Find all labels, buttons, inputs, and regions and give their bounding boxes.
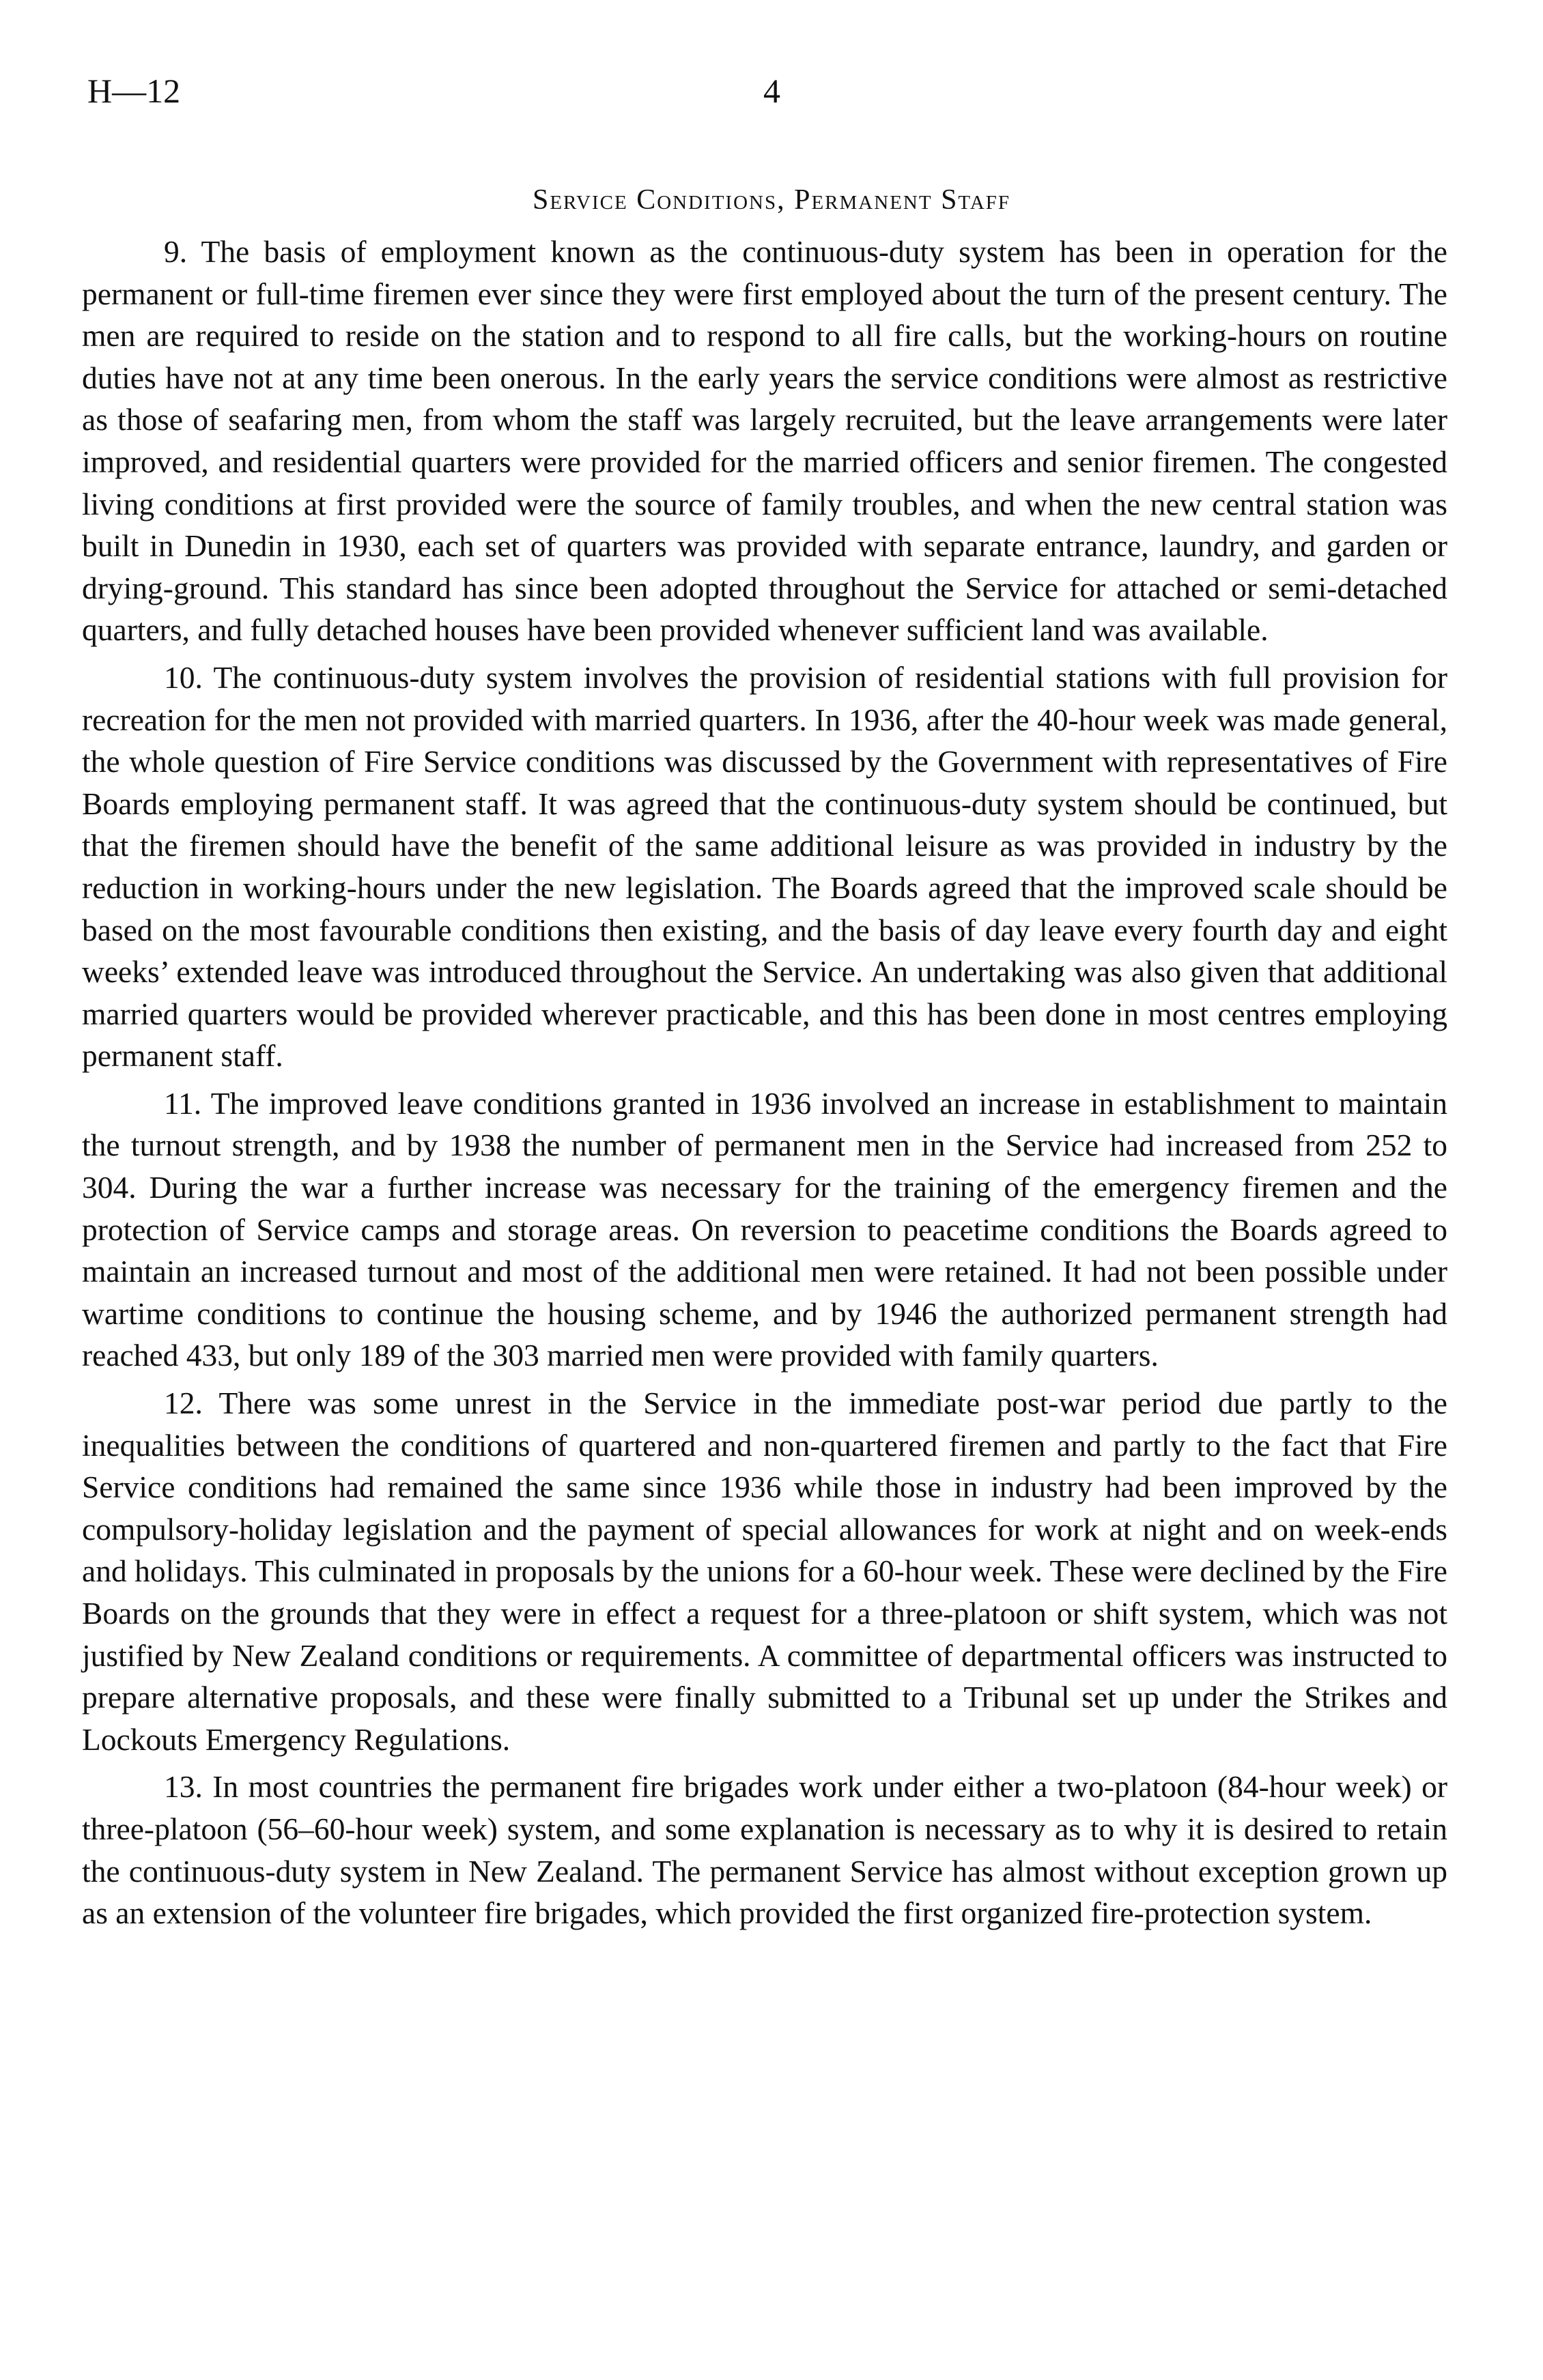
paragraph-13: 13. In most countries the permanent fire brigades work under either a two-platoon (84-hour week) or three-platoon (56–60-hour week) system, and some explanation is necessary as to why it is desired to retain the continuous-duty system in New Zealand. The permanent Service has almost without exception grown up as an extension of the volunteer fire brigades, which provided the first organized fire-protection system. <box>82 1769 1447 1931</box>
page-number: 4 <box>763 72 780 110</box>
section-heading: Service Conditions, Permanent Staff <box>532 184 1011 216</box>
document-reference: H—12 <box>87 72 181 110</box>
paragraph-11: 11. The improved leave conditions granted in 1936 involved an increase in establishment to maintain the turnout strength, and by 1938 the number of permanent men in the Service had increased from 252 to 304. During the war a further increase was necessary for the training of the emergency firemen and the protection of Service camps and storage areas. On reversion to peacetime conditions the Boards agreed to maintain an increased turnout and most of the additional men were retained. It had not been possible under wartime conditions to continue the housing scheme, and by 1946 the authorized permanent strength had reached 433, but only 189 of the 303 married men were provided with family quarters. <box>82 1085 1447 1373</box>
paragraph-10: 10. The continuous-duty system involves the provision of residential stations with full provision for recreation for the men not provided with married quarters. In 1936, after the 40-hour week was made general, the whole question of Fire Service conditions was discussed by the Government with representatives of Fire Boards employing permanent staff. It was agreed that the continuous-duty system should be continued, but that the firemen should have the benefit of the same additional leisure as was provided in industry by the reduction in working-hours under the new legislation. The Boards agreed that the improved scale should be based on the most favourable conditions then existing, and the basis of day leave every fourth day and eight weeks’ extended leave was introduced throughout the Service. An undertaking was also given that additional married quarters would be provided wherever practicable, and this has been done in most centres employing permanent staff. <box>82 659 1447 1074</box>
paragraph-9: 9. The basis of employment known as the continuous-duty system has been in operation for the permanent or full-time firemen ever since they were first employed about the turn of the present century. The men are required to reside on the station and to respond to all fire calls, but the working-hours on routine duties have not at any time been onerous. In the early years the service conditions were almost as restrictive as those of seafaring men, from whom the staff was largely recruited, but the leave arrangements were later improved, and residential quarters were provided for the married officers and senior firemen. The congested living conditions at first provided were the source of family troubles, and when the new central station was built in Dunedin in 1930, each set of quarters was provided with separate entrance, laundry, and garden or drying-ground. This standard has since been adopted throughout the Service for attached or semi-detached quarters, and fully detached houses have been provided whenever sufficient land was available. <box>82 234 1447 648</box>
paragraph-12: 12. There was some unrest in the Service in the immediate post-war period due partly to the inequalities between the conditions of quartered and non-quartered firemen and partly to the fact that Fire Service conditions had remained the same since 1936 while those in industry had been improved by the compulsory-holiday legislation and the payment of special allowances for work at night and on week-ends and holidays. This culminated in proposals by the unions for a 60-hour week. These were declined by the Fire Boards on the grounds that they were in effect a request for a three-platoon or shift system, which was not justified by New Zealand conditions or requirements. A committee of departmental officers was instructed to prepare alternative proposals, and these were finally submitted to a Tribunal set up under the Strikes and Lockouts Emergency Regulations. <box>82 1386 1447 1757</box>
body-text <box>82 231 1447 1940</box>
